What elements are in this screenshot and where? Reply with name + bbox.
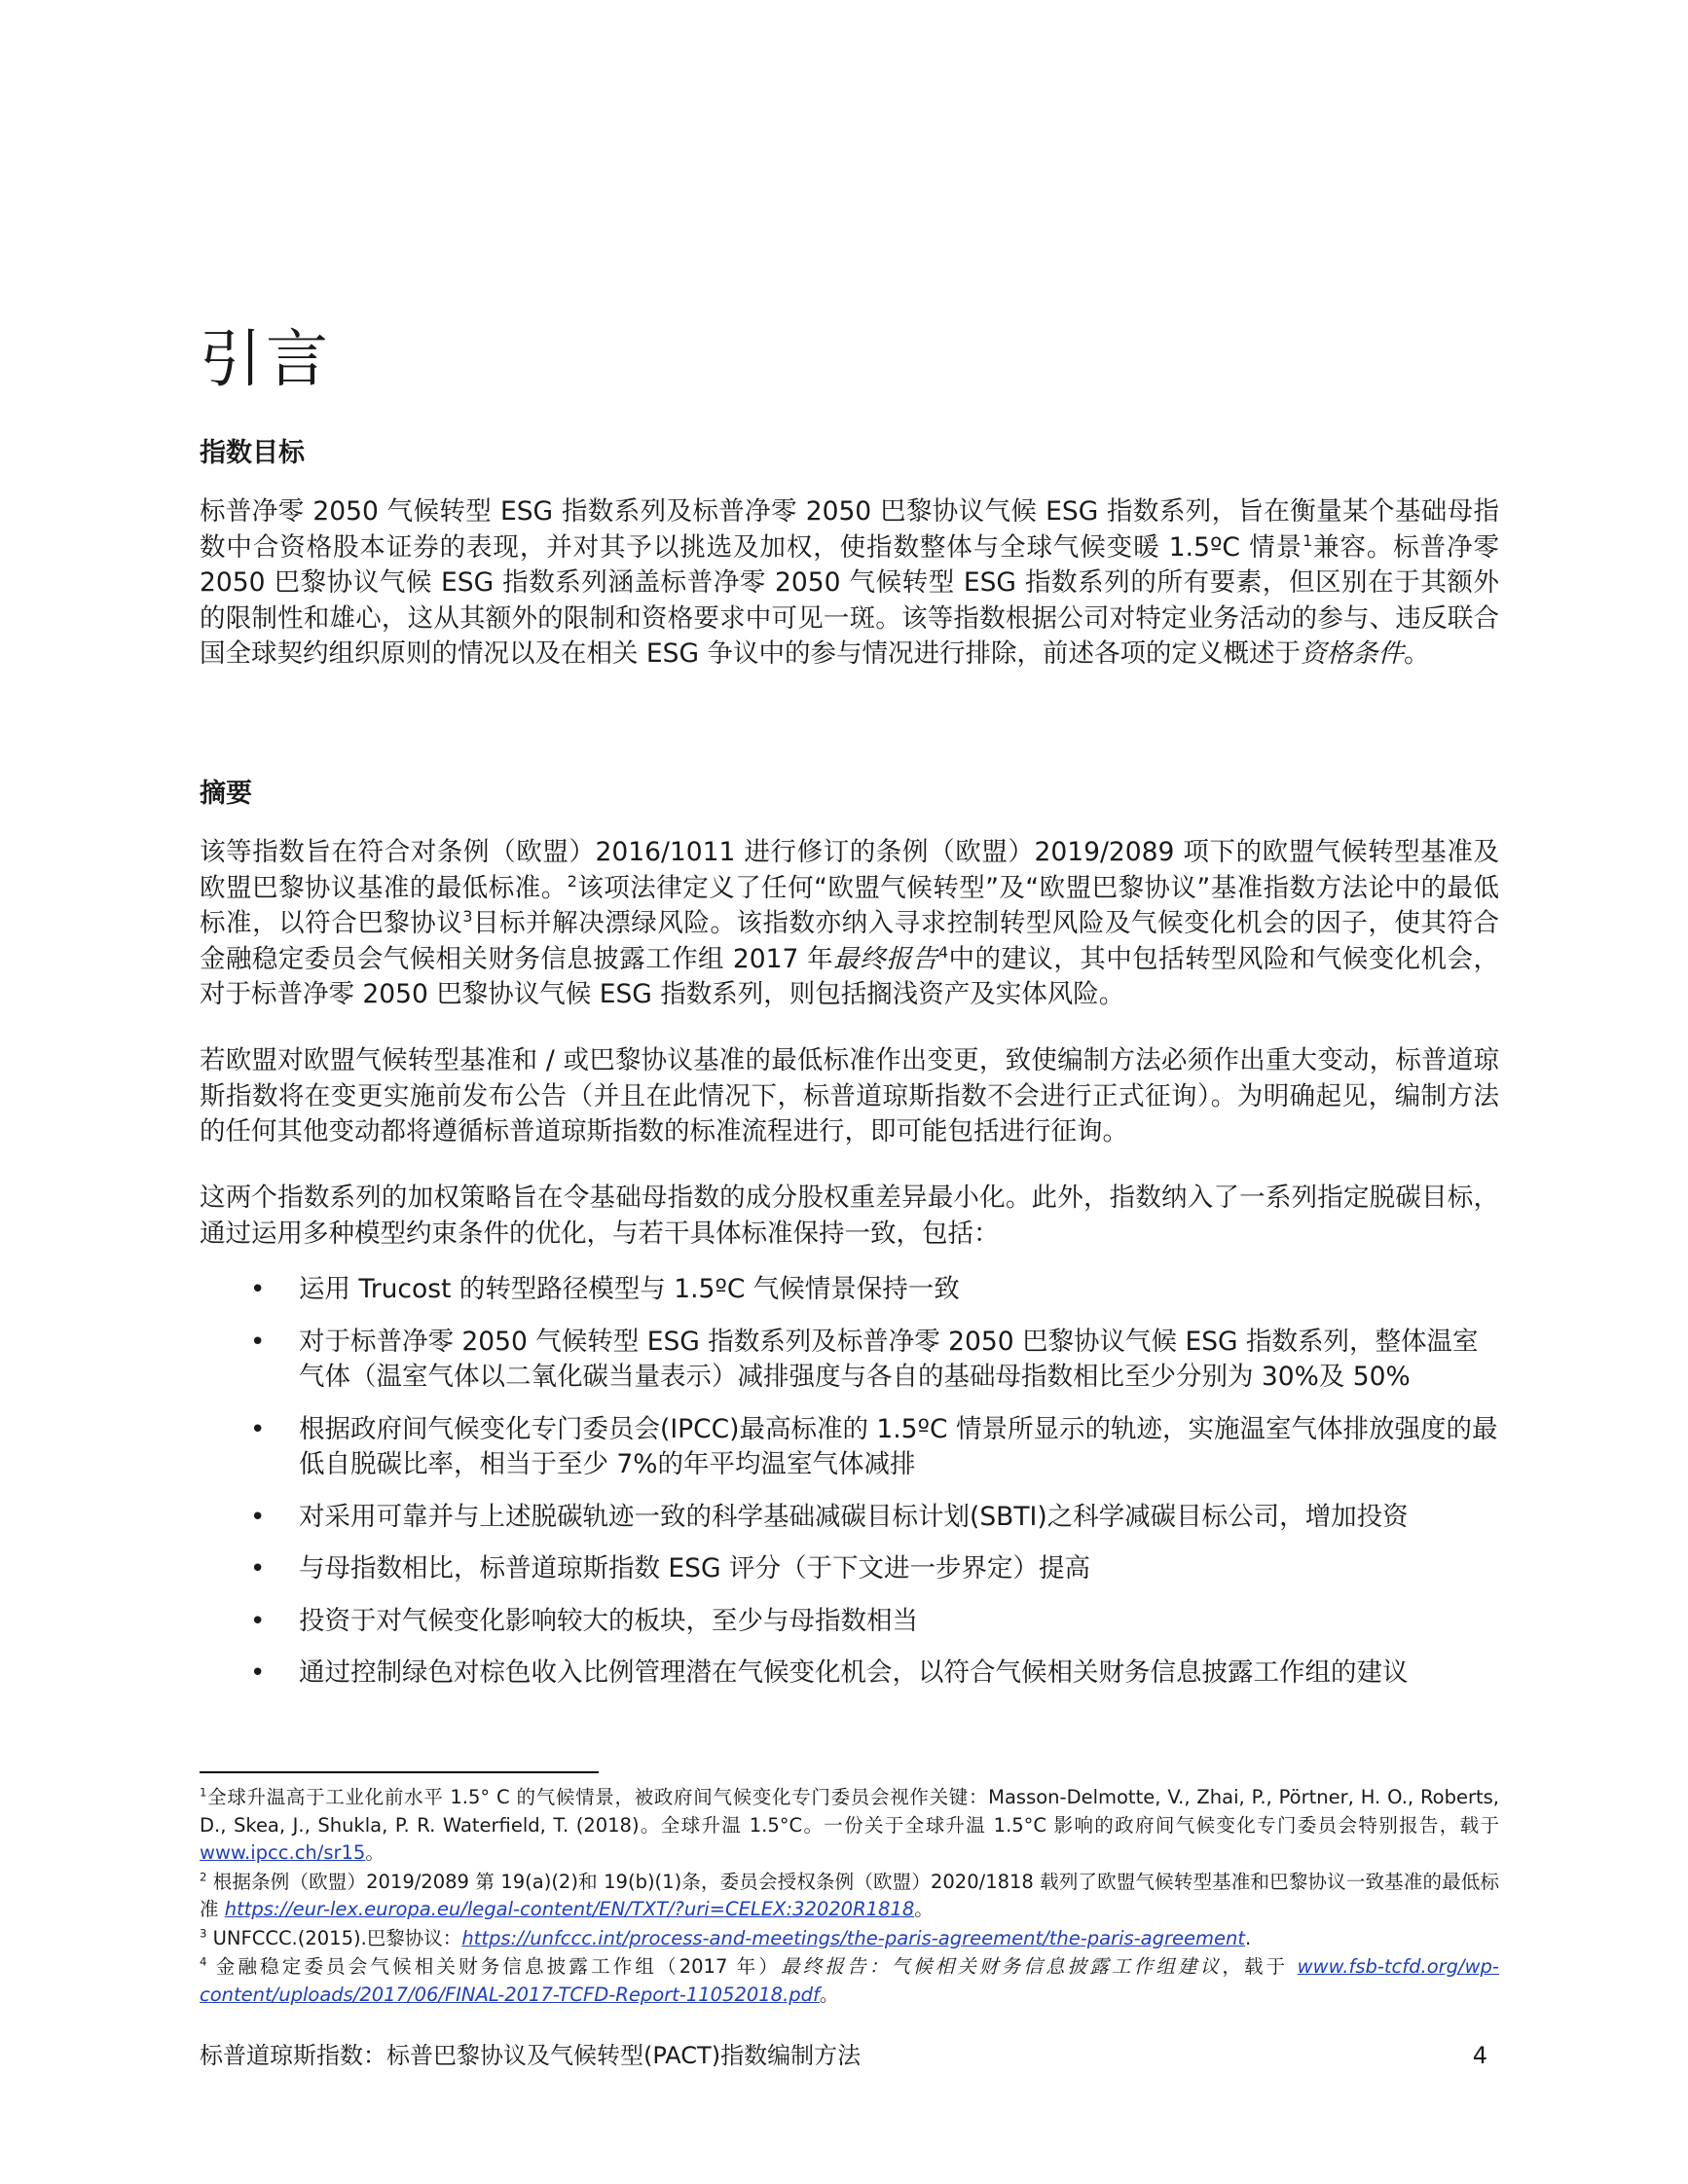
list-item: [200, 1656, 1499, 1692]
bullet-text: 对于标普净零 2050 气候转型 ESG 指数系列及标普净零 2050 巴黎协议气候 ESG 指数系列，整体温室气体（温室气体以二氧化碳当量表示）减排强度与各自的基础母指数相比至少分别为 30%及 50%: [299, 1326, 1479, 1392]
bullet-icon: •: [250, 1606, 266, 1636]
summary-text-a: 该等指数旨在符合对条例（欧盟）2016/1011 进行修订的条例（欧盟）2019/2089 项下的欧盟气候转型基准及欧盟巴黎协议基准的最低标准。: [200, 837, 1499, 903]
list-item: [200, 1500, 1499, 1536]
bullet-icon: •: [250, 1658, 266, 1688]
ipcc-link[interactable]: www.ipcc.ch/sr15: [200, 1841, 366, 1864]
page-title: 引言: [200, 324, 332, 396]
bullet-icon: •: [250, 1502, 266, 1532]
footnote-3: [200, 1925, 1499, 1953]
bullet-icon: •: [250, 1275, 266, 1304]
footnote-text: UNFCCC.(2015).巴黎协议：: [206, 1926, 462, 1949]
footnote-text: 根据条例（欧盟）2019/2089 第 19(a)(2)和 19(b)(1)条，委员会授权条例（欧盟）2020/1818 载列了欧盟气候转型基准和巴黎协议一致基准的最低标准: [200, 1870, 1499, 1920]
footnote-report-title: 最终报告：气候相关财务信息披露工作组建议: [781, 1955, 1223, 1978]
eur-lex-link[interactable]: https://eur-lex.europa.eu/legal-content/EN/TXT/?uri=CELEX:32020R1818: [224, 1898, 915, 1920]
bullet-text: 投资于对气候变化影响较大的板块，至少与母指数相当: [299, 1605, 918, 1636]
summary-paragraph-3: 这两个指数系列的加权策略旨在令基础母指数的成分股权重差异最小化。此外，指数纳入了一系列指定脱碳目标，通过运用多种模型约束条件的优化，与若干具体标准保持一致，包括：: [200, 1183, 1499, 1249]
objective-text-a: 标普净零 2050 气候转型 ESG 指数系列及标普净零 2050 巴黎协议气候 ESG 指数系列，旨在衡量某个基础母指数中合资格股本证券的表现，并对其予以挑选及加权，使指数整体与全球气候变暖 1.5ºC 情景: [200, 496, 1499, 563]
page-footer: [200, 2040, 1499, 2071]
summary-text-d: 中的建议，其中包括转型风险和气候变化机会，对于标普净零 2050 巴黎协议气候 ESG 指数系列，则包括搁浅资产及实体风险。: [200, 943, 1500, 1009]
bullet-icon: •: [250, 1554, 266, 1583]
footnote-2: [200, 1869, 1499, 1924]
footnote-number: 2: [200, 1870, 207, 1883]
list-item: [200, 1412, 1499, 1483]
summary-text-c: 目标并解决漂绿风险。该指数亦纳入寻求控制转型风险及气候变化机会的因子，使其符合金融稳定委员会气候相关财务信息披露工作组 2017 年: [200, 908, 1500, 974]
footnote-4: [200, 1953, 1499, 2009]
footnote-ref-4[interactable]: 4: [937, 942, 949, 962]
unfccc-link[interactable]: https://unfccc.int/process-and-meetings/the-paris-agreement/the-paris-agreement: [461, 1926, 1246, 1949]
footnotes: [200, 1784, 1499, 2010]
objective-paragraph: [200, 494, 1499, 673]
bullet-text: 对采用可靠并与上述脱碳轨迹一致的科学基础减碳目标计划(SBTI)之科学减碳目标公司，增加投资: [299, 1501, 1409, 1532]
footnote-end: 。: [819, 1983, 839, 2006]
list-item: [200, 1325, 1499, 1396]
list-item: [200, 1551, 1499, 1587]
summary-paragraph-2: 若欧盟对欧盟气候转型基准和 / 或巴黎协议基准的最低标准作出变更，致使编制方法必须作出重大变动，标普道琼斯指数将在变更实施前发布公告（并且在此情况下，标普道琼斯指数不会进行正式征询）。为明确起见，编制方法的任何其他变动都将遵循标普道琼斯指数的标准流程进行，即可能包括进行征询。: [200, 1045, 1499, 1147]
objective-text-end: 。: [1403, 638, 1430, 669]
section-heading-summary: 摘要: [200, 779, 252, 809]
bullet-text: 与母指数相比，标普道琼斯指数 ESG 评分（于下文进一步界定）提高: [299, 1553, 1090, 1583]
summary-paragraph-1: [200, 835, 1499, 1013]
eligibility-criteria-ref: 资格条件: [1300, 638, 1404, 669]
footnote-1: [200, 1784, 1499, 1868]
bullet-text: 通过控制绿色对棕色收入比例管理潜在气候变化机会，以符合气候相关财务信息披露工作组的建议: [299, 1657, 1409, 1688]
footnote-divider: [200, 1771, 599, 1773]
summary-text-b: 该项法律定义了任何“欧盟气候转型”及“欧盟巴黎协议”基准指数方法论中的最低标准，以符合巴黎协议: [200, 872, 1499, 938]
footnote-end: 。: [914, 1898, 934, 1920]
final-report-ref: 最终报告: [833, 943, 938, 974]
bullet-text: 根据政府间气候变化专门委员会(IPCC)最高标准的 1.5ºC 情景所显示的轨迹，实施温室气体排放强度的最低自脱碳比率，相当于至少 7%的年平均温室气体减排: [299, 1413, 1498, 1479]
footnote-end: 。: [365, 1841, 385, 1864]
footnote-text-mid: ，载于: [1222, 1955, 1298, 1978]
criteria-bullet-list: [200, 1272, 1499, 1708]
bullet-icon: •: [250, 1414, 266, 1444]
footer-title: 标普道琼斯指数：标普巴黎协议及气候转型(PACT)指数编制方法: [200, 2042, 862, 2069]
fsb-tcfd-link[interactable]: www.fsb-tcfd.org/wp-content/uploads/2017/06/FINAL-2017-TCFD-Report-11052018.pdf: [200, 1955, 1499, 2006]
footnote-ref-1[interactable]: 1: [1303, 530, 1313, 550]
footnote-number: 4: [200, 1954, 207, 1969]
footnote-text: 金融稳定委员会气候相关财务信息披露工作组（2017 年）: [206, 1955, 782, 1978]
footnote-end: .: [1245, 1926, 1252, 1949]
objective-text-b: 兼容。标普净零 2050 巴黎协议气候 ESG 指数系列涵盖标普净零 2050 气候转型 ESG 指数系列的所有要素，但区别在于其额外的限制性和雄心，这从其额外的限制和资格要求中可见一斑。该等指数根据公司对特定业务活动的参与、违反联合国全球契约组织原则的情况以及在相关 ESG 争议中的参与情况进行排除，前述各项的定义概述于: [200, 531, 1500, 669]
page-number: 4: [1472, 2042, 1487, 2069]
bullet-icon: •: [250, 1327, 266, 1357]
section-heading-index-objective: 指数目标: [200, 438, 305, 468]
bullet-text: 运用 Trucost 的转型路径模型与 1.5ºC 气候情景保持一致: [299, 1274, 960, 1304]
list-item: [200, 1604, 1499, 1640]
footnote-ref-2[interactable]: 2: [567, 871, 577, 891]
list-item: [200, 1272, 1499, 1308]
footnote-number: 3: [200, 1926, 207, 1940]
footnote-ref-3[interactable]: 3: [462, 907, 473, 927]
footnote-number: 1: [200, 1785, 207, 1800]
footnote-text: 全球升温高于工业化前水平 1.5° C 的气候情景，被政府间气候变化专门委员会视作关键：Masson-Delmotte, V., Zhai, P., Pörtner, H. O., Roberts, D., Skea, J., Shukla, P. R. Waterfield, T. (2018)。全球升温 1.5°C。一份关于全球升温 1.5°C 影响的政府间气候变化专门委员会特别报告，载于: [200, 1786, 1499, 1837]
